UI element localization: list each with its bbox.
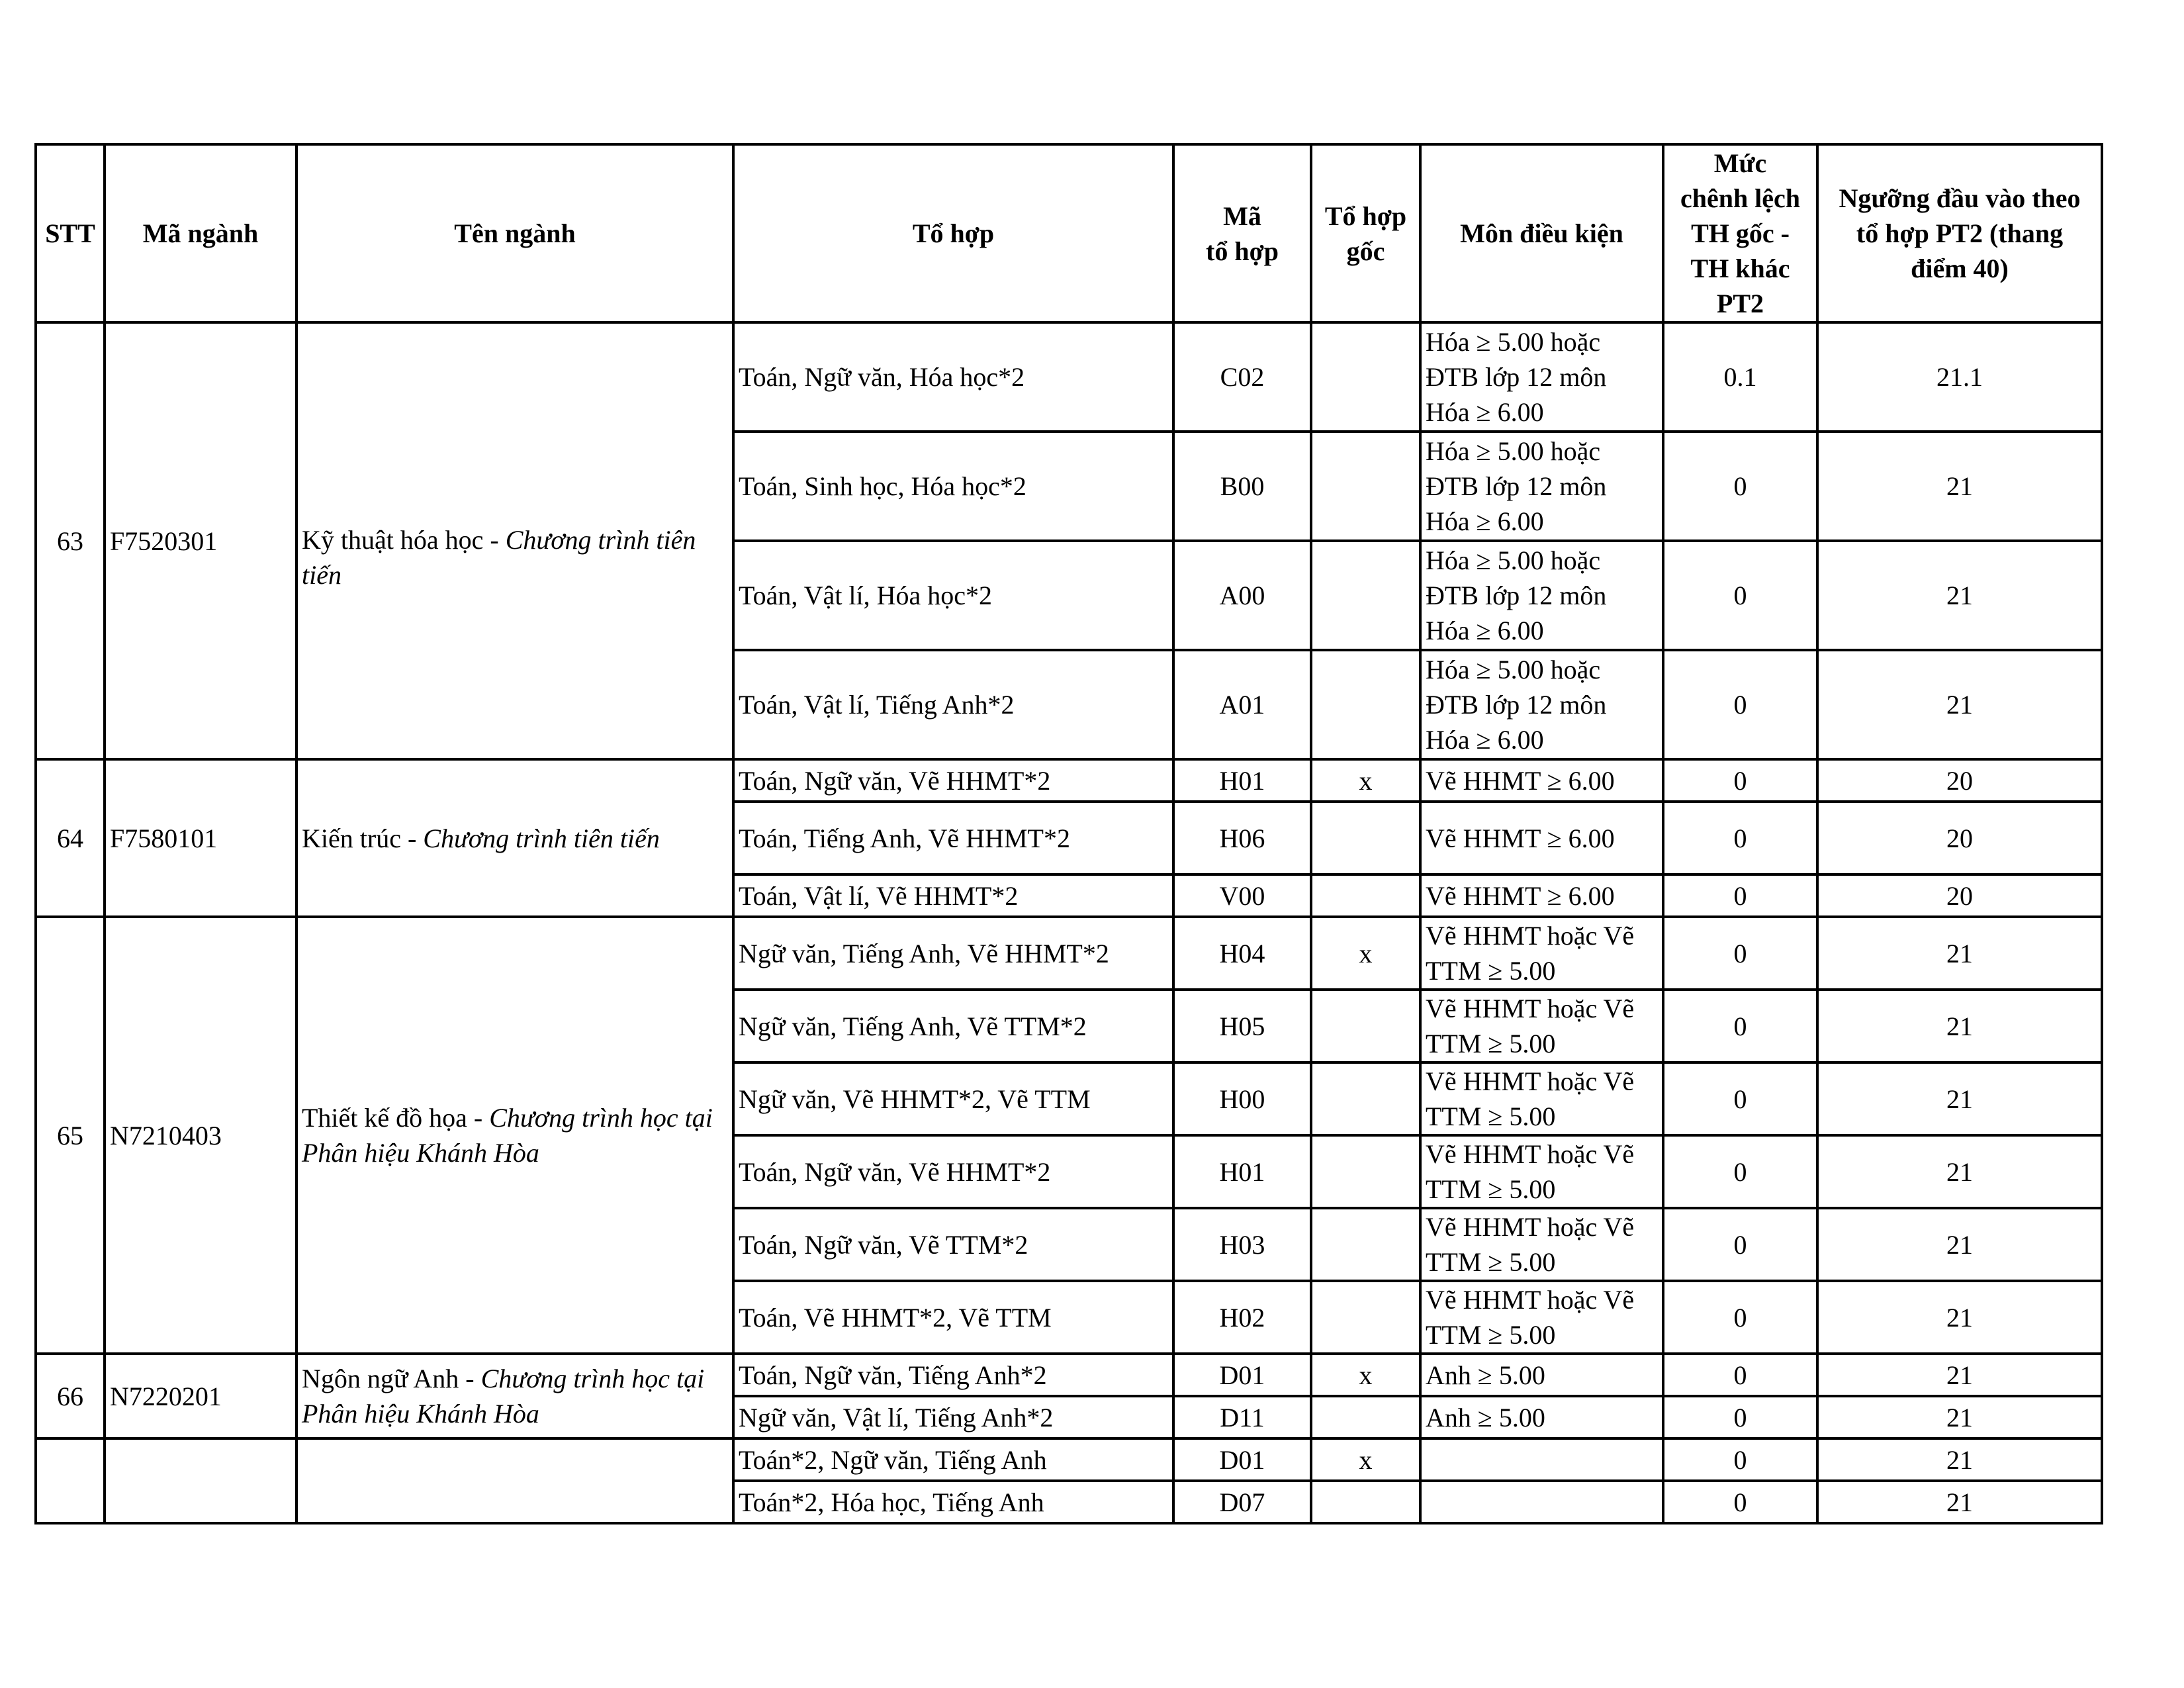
header-nguong (1817, 144, 2102, 322)
ten-nganh-cell (296, 1354, 733, 1438)
muc-chenh-lech-cell: 0 (1663, 1354, 1817, 1396)
to-hop-cell: Toán*2, Ngữ văn, Tiếng Anh (733, 1438, 1173, 1481)
ma-to-hop-cell: V00 (1173, 874, 1311, 917)
mon-dieu-kien-cell (1420, 1354, 1663, 1396)
nguong-cell: 21 (1817, 1062, 2102, 1135)
nguong-cell: 21 (1817, 1135, 2102, 1208)
header-to-hop: Tổ hợp (733, 144, 1173, 322)
ten-nganh-note: Chương trình học tại Phân hiệu Khánh Hòa (302, 1364, 705, 1429)
to-hop-goc-cell (1311, 322, 1420, 432)
mon-dieu-kien-cell (1420, 541, 1663, 650)
ma-to-hop-cell: D01 (1173, 1354, 1311, 1396)
ten-nganh-text: Thiết kế đồ họa - (302, 1103, 490, 1133)
muc-chenh-lech-cell: 0 (1663, 432, 1817, 541)
dieu-kien-line: Hóa ≥ 5.00 hoặc (1426, 545, 1601, 575)
table-row (36, 322, 2102, 432)
ten-nganh-cell (296, 917, 733, 1354)
header-to-hop-goc-line1: Tổ hợp (1324, 201, 1407, 231)
nguong-cell: 21 (1817, 432, 2102, 541)
nguong-cell: 21 (1817, 990, 2102, 1062)
to-hop-cell: Toán, Ngữ văn, Vẽ TTM*2 (733, 1208, 1173, 1281)
dieu-kien-line: Vẽ HHMT hoặc Vẽ (1426, 1285, 1635, 1315)
mon-dieu-kien-cell (1420, 1438, 1663, 1481)
nguong-cell: 21 (1817, 1281, 2102, 1354)
ma-nganh-cell (105, 1438, 296, 1523)
nguong-cell: 21 (1817, 1396, 2102, 1438)
header-line: PT2 (1716, 289, 1764, 318)
dieu-kien-line: TTM ≥ 5.00 (1426, 1029, 1556, 1058)
muc-chenh-lech-cell: 0 (1663, 1281, 1817, 1354)
to-hop-cell: Toán, Vật lí, Hóa học*2 (733, 541, 1173, 650)
stt-cell (36, 1438, 105, 1523)
muc-chenh-lech-cell: 0.1 (1663, 322, 1817, 432)
muc-chenh-lech-cell: 0 (1663, 650, 1817, 759)
mon-dieu-kien-cell (1420, 1135, 1663, 1208)
ma-to-hop-cell: H01 (1173, 1135, 1311, 1208)
nguong-cell: 21 (1817, 1438, 2102, 1481)
to-hop-goc-cell (1311, 1062, 1420, 1135)
to-hop-cell: Toán, Ngữ văn, Vẽ HHMT*2 (733, 759, 1173, 802)
mon-dieu-kien-cell (1420, 1396, 1663, 1438)
ma-to-hop-cell: A00 (1173, 541, 1311, 650)
table-row (36, 1354, 2102, 1396)
to-hop-cell: Toán, Ngữ văn, Hóa học*2 (733, 322, 1173, 432)
nguong-cell: 21.1 (1817, 322, 2102, 432)
to-hop-goc-cell: x (1311, 917, 1420, 990)
mon-dieu-kien-cell (1420, 432, 1663, 541)
nguong-cell: 21 (1817, 1208, 2102, 1281)
header-ma-to-hop (1173, 144, 1311, 322)
nguong-cell: 20 (1817, 802, 2102, 874)
mon-dieu-kien-cell (1420, 650, 1663, 759)
stt-cell: 66 (36, 1354, 105, 1438)
header-line: Mức (1713, 148, 1767, 178)
ma-to-hop-cell: B00 (1173, 432, 1311, 541)
muc-chenh-lech-cell: 0 (1663, 541, 1817, 650)
to-hop-cell: Toán, Ngữ văn, Vẽ HHMT*2 (733, 1135, 1173, 1208)
mon-dieu-kien-cell (1420, 917, 1663, 990)
to-hop-goc-cell (1311, 432, 1420, 541)
header-line: TH khác (1690, 254, 1790, 283)
header-stt: STT (36, 144, 105, 322)
muc-chenh-lech-cell: 0 (1663, 1135, 1817, 1208)
ten-nganh-note: Chương trình tiên tiến (302, 525, 696, 590)
ten-nganh-text: Ngôn ngữ Anh - (302, 1364, 481, 1393)
dieu-kien-line: ĐTB lớp 12 môn (1426, 362, 1607, 392)
muc-chenh-lech-cell: 0 (1663, 1396, 1817, 1438)
to-hop-cell: Toán, Vẽ HHMT*2, Vẽ TTM (733, 1281, 1173, 1354)
header-line: điểm 40) (1911, 254, 2009, 283)
ma-to-hop-cell: H03 (1173, 1208, 1311, 1281)
dieu-kien-line: Hóa ≥ 5.00 hoặc (1426, 436, 1601, 466)
nguong-cell: 21 (1817, 917, 2102, 990)
dieu-kien-line: Vẽ HHMT ≥ 6.00 (1426, 823, 1615, 853)
to-hop-cell: Ngữ văn, Tiếng Anh, Vẽ HHMT*2 (733, 917, 1173, 990)
dieu-kien-line: Vẽ HHMT hoặc Vẽ (1426, 1139, 1635, 1169)
header-line: TH gốc - (1691, 218, 1790, 248)
header-ma-to-hop-line2: tổ hợp (1206, 236, 1279, 266)
to-hop-goc-cell (1311, 874, 1420, 917)
ma-to-hop-cell: D11 (1173, 1396, 1311, 1438)
dieu-kien-line: Vẽ HHMT hoặc Vẽ (1426, 1066, 1635, 1096)
to-hop-goc-cell: x (1311, 1354, 1420, 1396)
muc-chenh-lech-cell: 0 (1663, 1438, 1817, 1481)
header-ma-nganh: Mã ngành (105, 144, 296, 322)
ma-to-hop-cell: H00 (1173, 1062, 1311, 1135)
dieu-kien-line: Vẽ HHMT ≥ 6.00 (1426, 880, 1615, 911)
mon-dieu-kien-cell (1420, 322, 1663, 432)
ma-to-hop-cell: H01 (1173, 759, 1311, 802)
to-hop-cell: Ngữ văn, Tiếng Anh, Vẽ TTM*2 (733, 990, 1173, 1062)
stt-cell: 63 (36, 322, 105, 759)
to-hop-goc-cell (1311, 1135, 1420, 1208)
muc-chenh-lech-cell: 0 (1663, 1481, 1817, 1523)
ma-to-hop-cell: H02 (1173, 1281, 1311, 1354)
to-hop-cell: Toán, Vật lí, Tiếng Anh*2 (733, 650, 1173, 759)
to-hop-cell: Toán, Vật lí, Vẽ HHMT*2 (733, 874, 1173, 917)
muc-chenh-lech-cell: 0 (1663, 874, 1817, 917)
dieu-kien-line: ĐTB lớp 12 môn (1426, 471, 1607, 501)
ma-nganh-cell: F7580101 (105, 759, 296, 917)
ma-nganh-cell: N7220201 (105, 1354, 296, 1438)
muc-chenh-lech-cell: 0 (1663, 1208, 1817, 1281)
stt-cell: 65 (36, 917, 105, 1354)
nguong-cell: 21 (1817, 1481, 2102, 1523)
to-hop-goc-cell (1311, 1396, 1420, 1438)
header-to-hop-goc-line2: gốc (1346, 236, 1385, 266)
muc-chenh-lech-cell: 0 (1663, 990, 1817, 1062)
dieu-kien-line: Vẽ HHMT hoặc Vẽ (1426, 1212, 1635, 1242)
nguong-cell: 20 (1817, 759, 2102, 802)
dieu-kien-line: Anh ≥ 5.00 (1426, 1360, 1545, 1390)
ten-nganh-cell (296, 322, 733, 759)
dieu-kien-line: Anh ≥ 5.00 (1426, 1402, 1545, 1432)
table-row (36, 1438, 2102, 1481)
ma-nganh-cell: F7520301 (105, 322, 296, 759)
ten-nganh-text: Kỹ thuật hóa học - (302, 525, 506, 555)
dieu-kien-line: TTM ≥ 5.00 (1426, 1320, 1556, 1350)
muc-chenh-lech-cell: 0 (1663, 1062, 1817, 1135)
to-hop-goc-cell: x (1311, 759, 1420, 802)
ten-nganh-note: Chương trình học tại Phân hiệu Khánh Hòa (302, 1103, 713, 1168)
ma-to-hop-cell: H05 (1173, 990, 1311, 1062)
header-ten-nganh: Tên ngành (296, 144, 733, 322)
to-hop-cell: Ngữ văn, Vẽ HHMT*2, Vẽ TTM (733, 1062, 1173, 1135)
header-line: tổ hợp PT2 (thang (1856, 218, 2064, 248)
header-line: Ngưỡng đầu vào theo (1839, 183, 2081, 213)
to-hop-goc-cell (1311, 1208, 1420, 1281)
mon-dieu-kien-cell (1420, 1481, 1663, 1523)
table-row (36, 917, 2102, 990)
mon-dieu-kien-cell (1420, 1281, 1663, 1354)
to-hop-goc-cell (1311, 650, 1420, 759)
ma-to-hop-cell: D07 (1173, 1481, 1311, 1523)
dieu-kien-line: Hóa ≥ 5.00 hoặc (1426, 327, 1601, 357)
dieu-kien-line: Vẽ HHMT hoặc Vẽ (1426, 994, 1635, 1023)
muc-chenh-lech-cell: 0 (1663, 759, 1817, 802)
to-hop-goc-cell (1311, 1481, 1420, 1523)
dieu-kien-line: ĐTB lớp 12 môn (1426, 581, 1607, 610)
dieu-kien-line: Hóa ≥ 6.00 (1426, 506, 1544, 536)
dieu-kien-line: TTM ≥ 5.00 (1426, 1174, 1556, 1204)
to-hop-goc-cell: x (1311, 1438, 1420, 1481)
ma-to-hop-cell: C02 (1173, 322, 1311, 432)
dieu-kien-line: Vẽ HHMT ≥ 6.00 (1426, 765, 1615, 796)
nguong-cell: 20 (1817, 874, 2102, 917)
ma-to-hop-cell: H04 (1173, 917, 1311, 990)
ten-nganh-text: Kiến trúc - (302, 823, 424, 853)
to-hop-goc-cell (1311, 990, 1420, 1062)
admission-table (34, 143, 2103, 1524)
dieu-kien-line: TTM ≥ 5.00 (1426, 1247, 1556, 1277)
dieu-kien-line: TTM ≥ 5.00 (1426, 956, 1556, 986)
stt-cell: 64 (36, 759, 105, 917)
ten-nganh-note: Chương trình tiên tiến (423, 823, 660, 853)
dieu-kien-line: Hóa ≥ 6.00 (1426, 616, 1544, 645)
dieu-kien-line: Hóa ≥ 6.00 (1426, 725, 1544, 755)
ma-to-hop-cell: A01 (1173, 650, 1311, 759)
ma-to-hop-cell: D01 (1173, 1438, 1311, 1481)
table-row (36, 759, 2102, 802)
ma-nganh-cell: N7210403 (105, 917, 296, 1354)
header-line: chênh lệch (1680, 183, 1801, 213)
dieu-kien-line: Vẽ HHMT hoặc Vẽ (1426, 921, 1635, 951)
dieu-kien-line: Hóa ≥ 5.00 hoặc (1426, 655, 1601, 684)
mon-dieu-kien-cell (1420, 874, 1663, 917)
header-muc-chenh-lech (1663, 144, 1817, 322)
ten-nganh-cell (296, 759, 733, 917)
to-hop-cell: Toán, Tiếng Anh, Vẽ HHMT*2 (733, 802, 1173, 874)
header-mon-dieu-kien: Môn điều kiện (1420, 144, 1663, 322)
muc-chenh-lech-cell: 0 (1663, 917, 1817, 990)
ma-to-hop-cell: H06 (1173, 802, 1311, 874)
header-ma-to-hop-line1: Mã (1223, 201, 1261, 231)
to-hop-cell: Toán, Sinh học, Hóa học*2 (733, 432, 1173, 541)
to-hop-goc-cell (1311, 802, 1420, 874)
dieu-kien-line: ĐTB lớp 12 môn (1426, 690, 1607, 720)
to-hop-goc-cell (1311, 1281, 1420, 1354)
ten-nganh-cell (296, 1438, 733, 1523)
muc-chenh-lech-cell: 0 (1663, 802, 1817, 874)
mon-dieu-kien-cell (1420, 1208, 1663, 1281)
mon-dieu-kien-cell (1420, 1062, 1663, 1135)
to-hop-goc-cell (1311, 541, 1420, 650)
mon-dieu-kien-cell (1420, 759, 1663, 802)
dieu-kien-line: Hóa ≥ 6.00 (1426, 397, 1544, 427)
nguong-cell: 21 (1817, 650, 2102, 759)
to-hop-cell: Ngữ văn, Vật lí, Tiếng Anh*2 (733, 1396, 1173, 1438)
table-body (36, 322, 2102, 1523)
header-to-hop-goc (1311, 144, 1420, 322)
header-row (36, 144, 2102, 322)
dieu-kien-line: TTM ≥ 5.00 (1426, 1102, 1556, 1131)
nguong-cell: 21 (1817, 541, 2102, 650)
mon-dieu-kien-cell (1420, 802, 1663, 874)
to-hop-cell: Toán, Ngữ văn, Tiếng Anh*2 (733, 1354, 1173, 1396)
nguong-cell: 21 (1817, 1354, 2102, 1396)
mon-dieu-kien-cell (1420, 990, 1663, 1062)
to-hop-cell: Toán*2, Hóa học, Tiếng Anh (733, 1481, 1173, 1523)
